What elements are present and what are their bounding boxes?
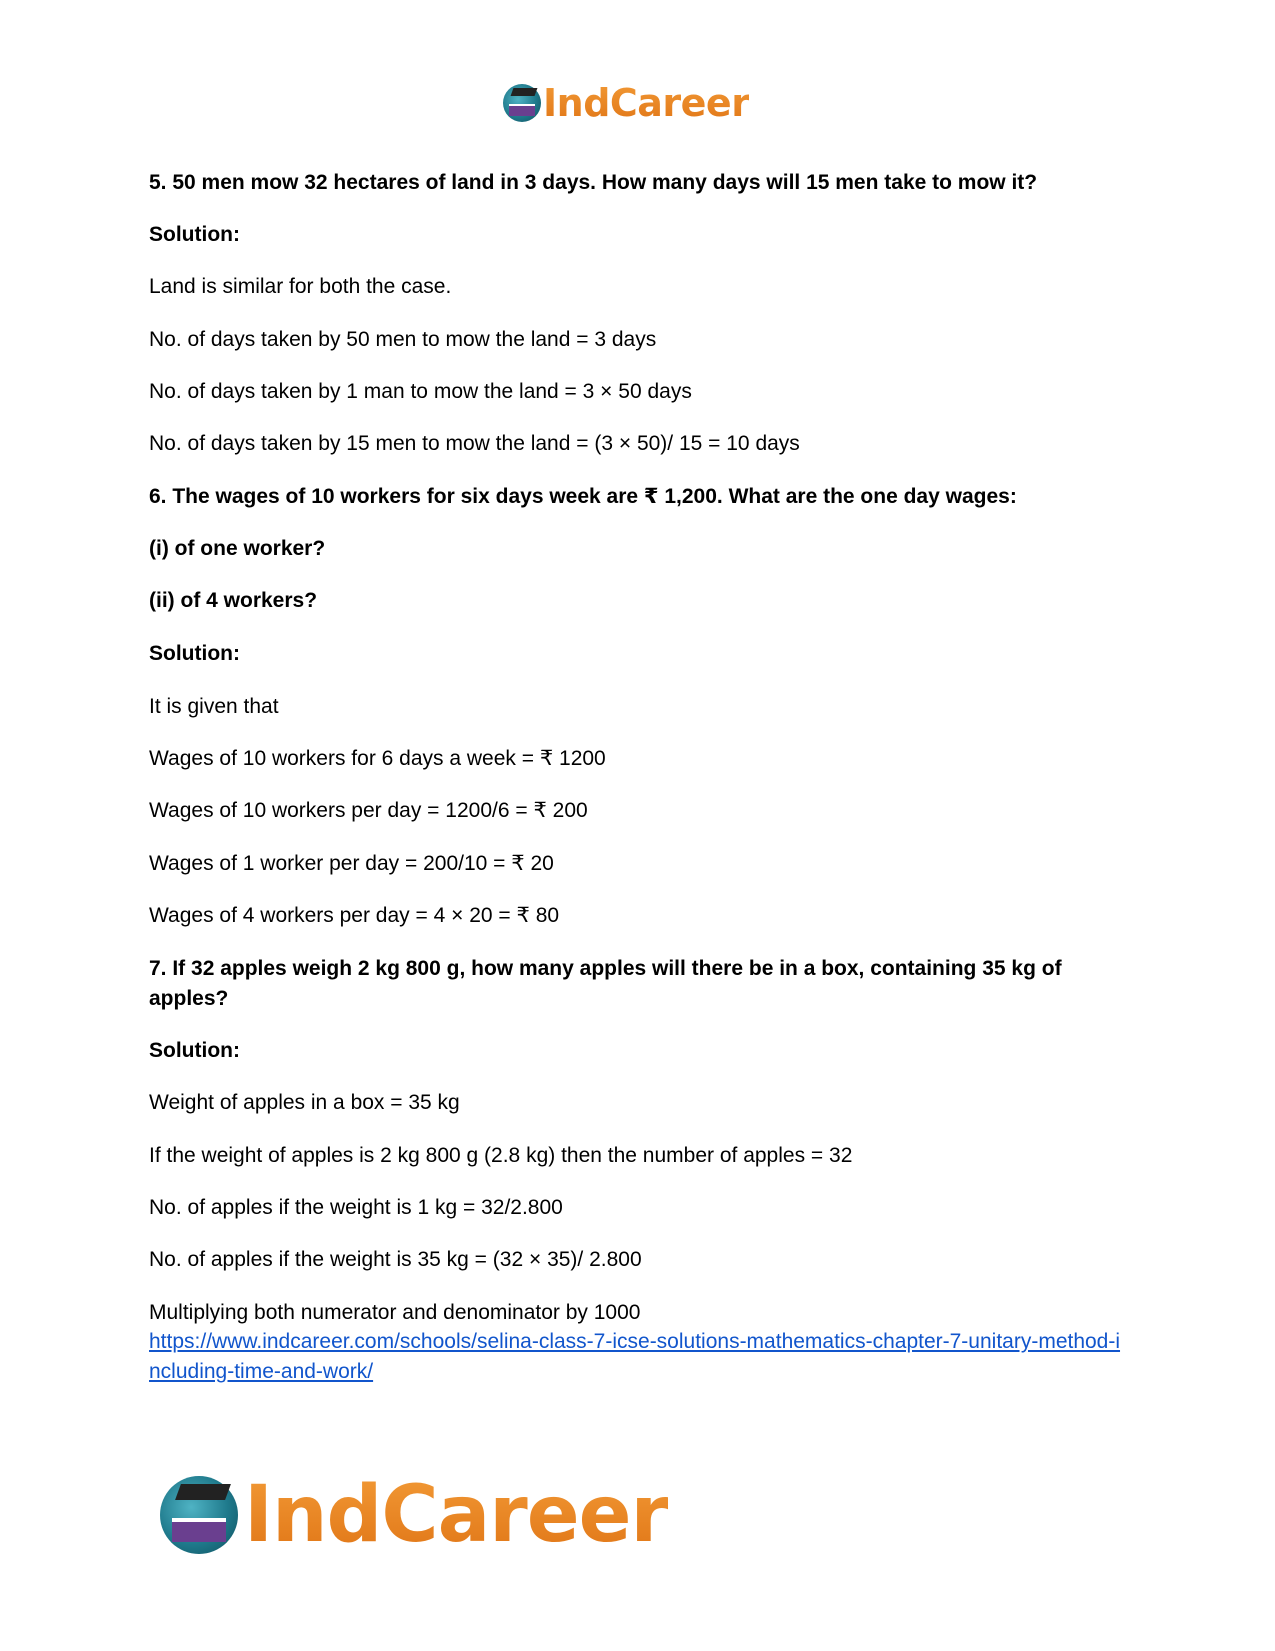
logo-text: IndCareer [244,1470,668,1560]
logo-text: IndCareer [543,81,750,125]
header-logo [503,80,749,126]
solution-line: Wages of 10 workers per day = 1200/6 = ₹ 200 [149,799,588,822]
question-heading: 6. The wages of 10 workers for six days week are ₹ 1,200. What are the one day wages: [149,485,1017,508]
solution-line: No. of apples if the weight is 1 kg = 32/2.800 [149,1196,563,1219]
solution-line: Multiplying both numerator and denominator by 1000 [149,1301,641,1324]
solution-line: No. of days taken by 15 men to mow the land = (3 × 50)/ 15 = 10 days [149,432,800,455]
source-link[interactable]: https://www.indcareer.com/schools/selina-class-7-icse-solutions-mathematics-chapter-7-unitary-method-including-time-and-work/ [149,1330,1121,1383]
question-heading: 7. If 32 apples weigh 2 kg 800 g, how many apples will there be in a box, containing 35 kg of apples? [149,957,1062,1010]
solution-line: No. of apples if the weight is 35 kg = (32 × 35)/ 2.800 [149,1248,642,1271]
sub-question: (i) of one worker? [149,537,326,560]
solution-label: Solution: [149,223,240,246]
solution-line: Wages of 10 workers for 6 days a week = ₹ 1200 [149,747,606,770]
footer-logo [160,1470,668,1560]
sub-question: (ii) of 4 workers? [149,589,318,612]
solution-label: Solution: [149,642,240,665]
solution-label: Solution: [149,1039,240,1062]
question-heading: 5. 50 men mow 32 hectares of land in 3 days. How many days will 15 men take to mow it? [149,171,1038,194]
solution-line: No. of days taken by 50 men to mow the land = 3 days [149,328,657,351]
solution-line: No. of days taken by 1 man to mow the land = 3 × 50 days [149,380,692,403]
solution-line: Land is similar for both the case. [149,275,452,298]
solution-line: Wages of 1 worker per day = 200/10 = ₹ 20 [149,852,554,875]
solution-line: It is given that [149,695,279,718]
graduation-book-icon [503,84,541,122]
solution-line: If the weight of apples is 2 kg 800 g (2.8 kg) then the number of apples = 32 [149,1144,853,1167]
solution-line: Wages of 4 workers per day = 4 × 20 = ₹ 80 [149,904,560,927]
solution-line: Weight of apples in a box = 35 kg [149,1091,460,1114]
graduation-book-icon [160,1476,238,1554]
